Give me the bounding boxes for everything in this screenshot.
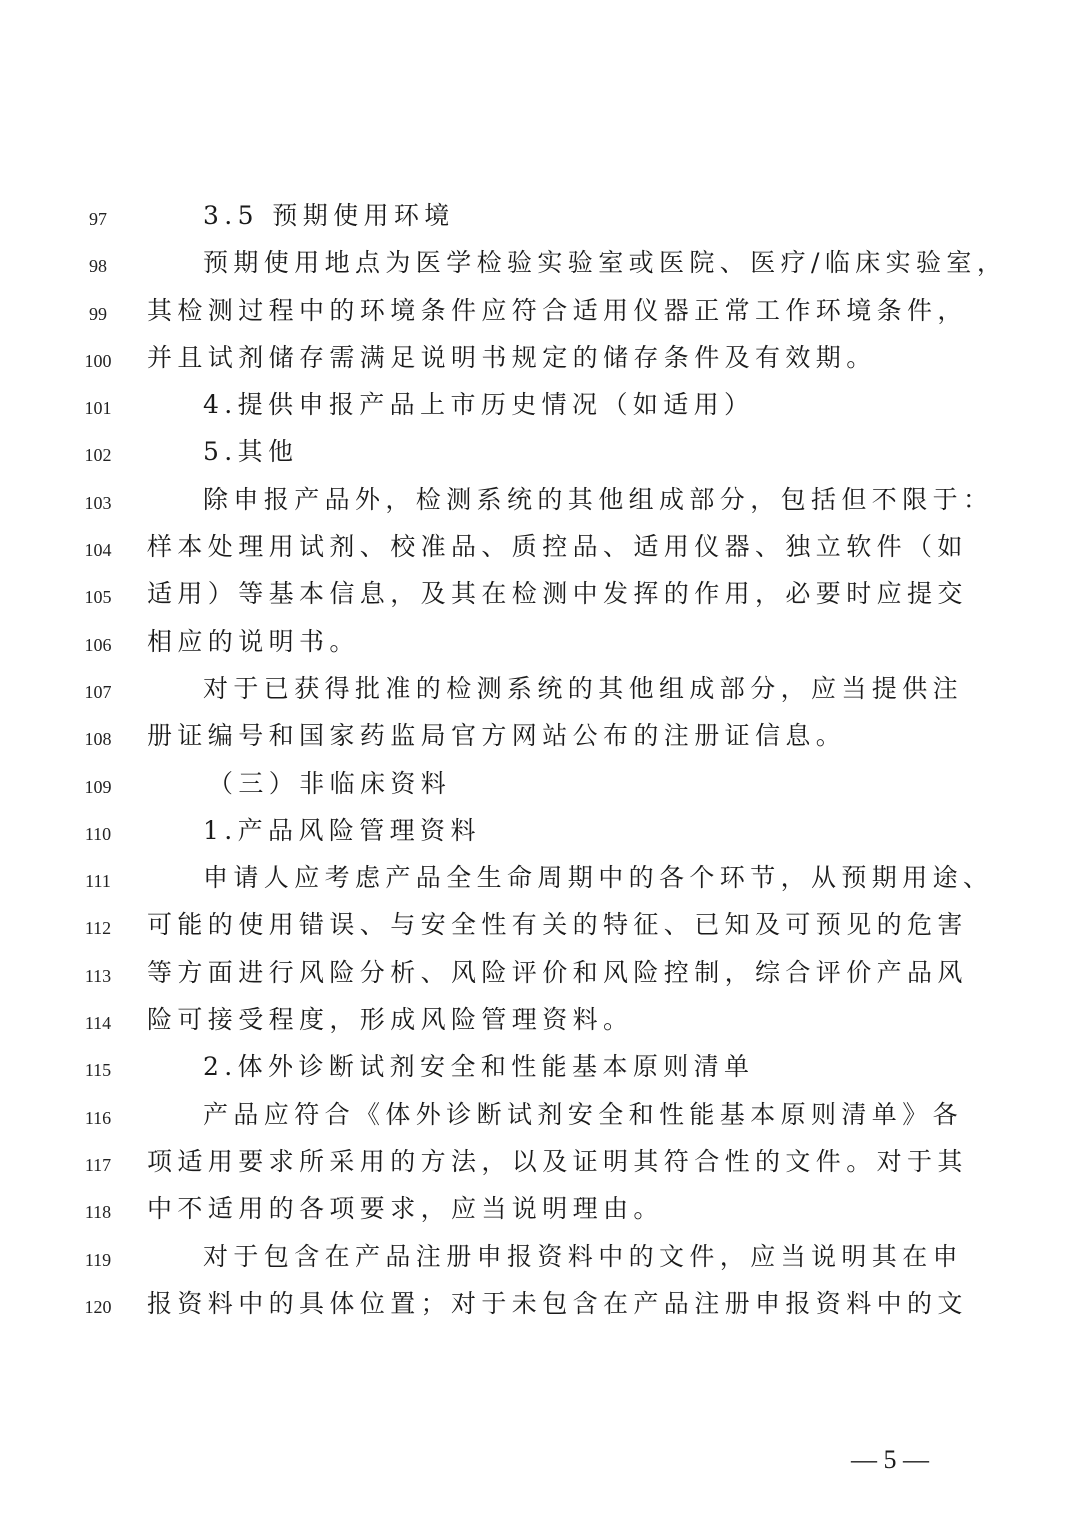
line-text: 册证编号和国家药监局官方网站公布的注册证信息。 (147, 721, 847, 751)
line-number: 116 (84, 1107, 112, 1128)
document-line (0, 1043, 1080, 1090)
document-line (0, 1138, 1080, 1185)
line-text: 对于已获得批准的检测系统的其他组成部分，应当提供注 (203, 673, 964, 703)
line-number: 97 (89, 209, 107, 229)
line-text: 对于包含在产品注册申报资料中的文件，应当说明其在申 (203, 1241, 964, 1271)
document-line (0, 476, 1080, 523)
document-line (0, 1091, 1080, 1138)
line-text: 预期使用地点为医学检验实验室或医院、医疗/临床实验室， (203, 248, 1008, 278)
line-text: 申请人应考虑产品全生命周期中的各个环节，从预期用途、 (203, 863, 994, 893)
document-line (0, 665, 1080, 712)
line-number: 119 (84, 1249, 112, 1270)
line-number: 120 (84, 1296, 112, 1317)
document-line (0, 854, 1080, 901)
document-line (0, 287, 1080, 334)
document-line (0, 807, 1080, 854)
document-line (0, 192, 1080, 239)
document-line (0, 570, 1080, 617)
document-line (0, 712, 1080, 759)
section-heading: （三）非临床资料 (208, 768, 452, 798)
line-text: 中不适用的各项要求，应当说明理由。 (147, 1194, 664, 1224)
line-text: 适用）等基本信息，及其在检测中发挥的作用，必要时应提交 (147, 579, 968, 609)
line-number: 103 (84, 492, 112, 513)
line-text: 5.其他 (203, 437, 299, 467)
line-text: 项适用要求所采用的方法，以及证明其符合性的文件。对于其 (147, 1146, 968, 1176)
document-line (0, 996, 1080, 1043)
document-line (0, 618, 1080, 665)
line-number: 100 (84, 350, 112, 371)
line-number: 113 (84, 965, 112, 986)
line-text: 产品应符合《体外诊断试剂安全和性能基本原则清单》各 (203, 1099, 964, 1129)
document-line (0, 334, 1080, 381)
line-text: 3.5 预期使用环境 (203, 201, 455, 230)
line-number: 109 (84, 776, 112, 797)
document-line (0, 523, 1080, 570)
document-line (0, 1233, 1080, 1280)
document-line (0, 1185, 1080, 1232)
line-text: 2.体外诊断试剂安全和性能基本原则清单 (203, 1052, 755, 1082)
document-line (0, 760, 1080, 807)
line-text: 并且试剂储存需满足说明书规定的储存条件及有效期。 (147, 342, 877, 372)
line-number: 115 (84, 1060, 112, 1081)
line-number: 118 (84, 1202, 112, 1223)
document-body (0, 192, 1080, 1327)
line-text: 4.提供申报产品上市历史情况（如适用） (203, 390, 755, 420)
document-line (0, 428, 1080, 475)
document-line (0, 901, 1080, 948)
line-number: 106 (84, 634, 112, 655)
line-text: 险可接受程度，形成风险管理资料。 (147, 1005, 634, 1035)
document-line (0, 239, 1080, 286)
line-text: 样本处理用试剂、校准品、质控品、适用仪器、独立软件（如 (147, 532, 968, 562)
line-number: 98 (89, 256, 107, 277)
line-number: 117 (84, 1154, 112, 1175)
line-text: 1.产品风险管理资料 (203, 815, 481, 845)
document-line (0, 1280, 1080, 1327)
document-line (0, 949, 1080, 996)
line-number: 114 (84, 1013, 112, 1034)
line-text: 相应的说明书。 (147, 626, 360, 656)
line-text: 其检测过程中的环境条件应符合适用仪器正常工作环境条件， (147, 295, 968, 325)
line-number: 105 (84, 587, 112, 608)
line-number: 99 (89, 303, 107, 324)
line-number: 110 (84, 823, 112, 844)
line-number: 111 (85, 871, 111, 892)
line-number: 107 (84, 681, 112, 702)
line-number: 108 (84, 729, 112, 750)
line-number: 102 (84, 445, 112, 466)
page-number: — 5 — (851, 1445, 929, 1474)
line-text: 等方面进行风险分析、风险评价和风险控制，综合评价产品风 (147, 957, 968, 987)
line-number: 104 (84, 540, 112, 561)
line-text: 可能的使用错误、与安全性有关的特征、已知及可预见的危害 (147, 910, 968, 940)
line-number: 112 (84, 918, 112, 939)
line-text: 报资料中的具体位置；对于未包含在产品注册申报资料中的文 (147, 1288, 968, 1318)
line-number: 101 (84, 398, 112, 419)
line-text: 除申报产品外，检测系统的其他组成部分，包括但不限于： (203, 484, 994, 514)
document-line (0, 381, 1080, 428)
